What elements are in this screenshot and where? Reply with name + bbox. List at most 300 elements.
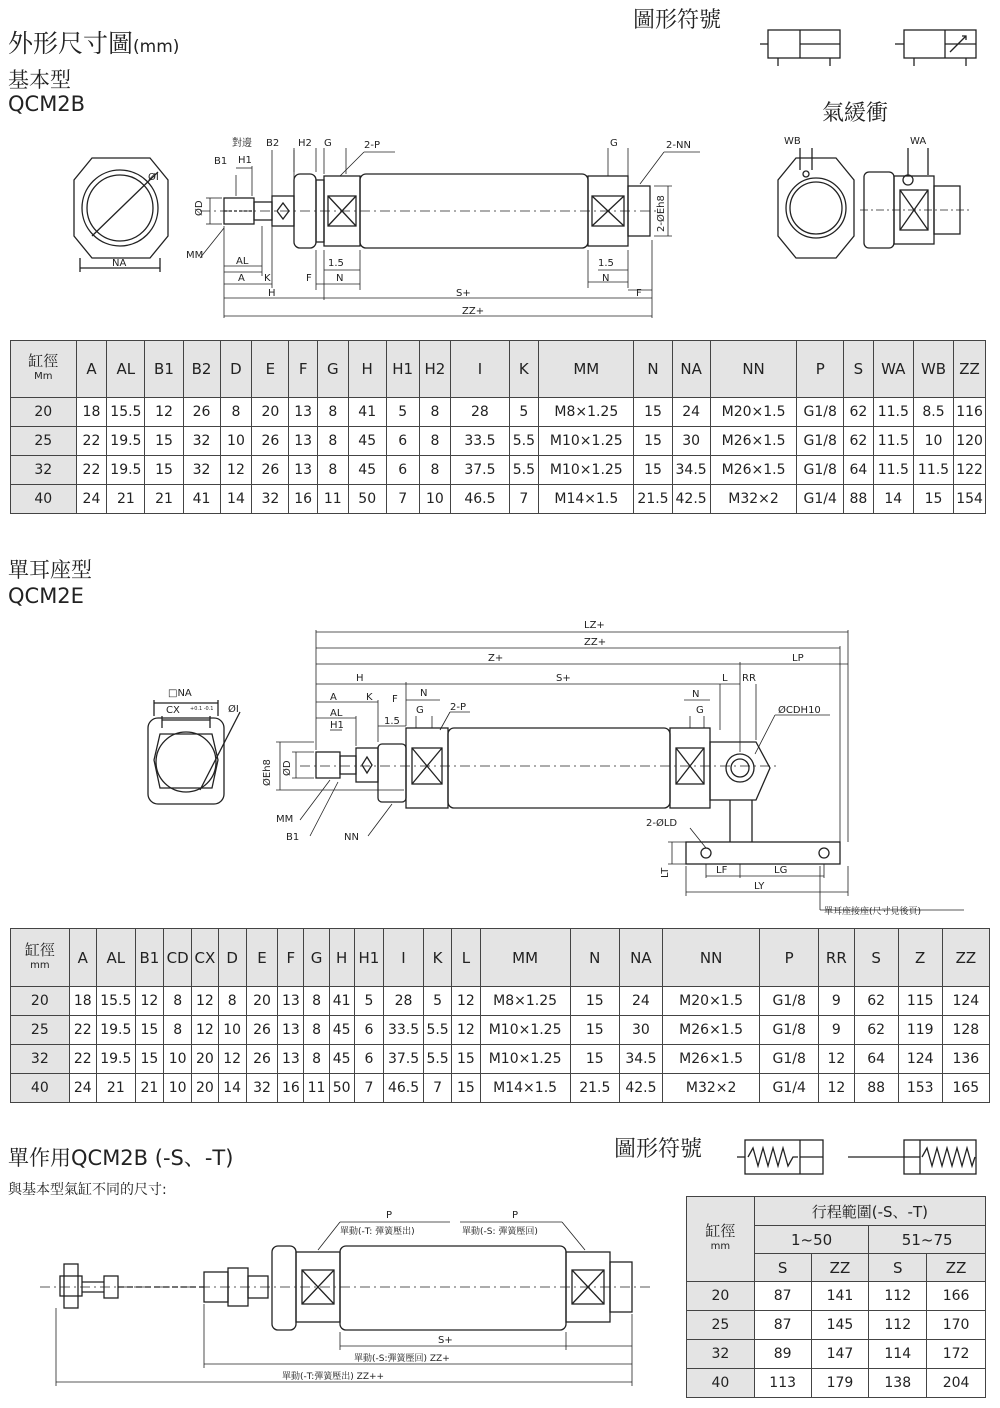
table1-col: G (317, 341, 348, 398)
table1-bore-header (11, 341, 77, 398)
table1-cell: 21.5 (634, 485, 672, 514)
table2-col: CD (164, 929, 192, 987)
table2-cell: 15.5 (96, 987, 135, 1016)
d1-label-h: H (268, 288, 276, 299)
table2-col: N (570, 929, 619, 987)
table2-cell: M26×1.5 (662, 1045, 759, 1074)
d1-label-zz: ZZ+ (462, 306, 485, 317)
table1-cell: M14×1.5 (539, 485, 634, 514)
d2-label-ld: 2-ØLD (646, 818, 678, 829)
table2-cell: M26×1.5 (662, 1016, 759, 1045)
table1-row (11, 456, 986, 485)
table1-bore-cell: 40 (11, 485, 77, 514)
table2-cell: 136 (942, 1045, 989, 1074)
d3-label-zz-t: 單動(-T:彈簧壓出) ZZ++ (282, 1372, 385, 1382)
d1-label-p: 2-P (364, 140, 381, 151)
d1-label-h2: H2 (298, 138, 312, 149)
table1-cell: 7 (509, 485, 539, 514)
table1-row (11, 485, 986, 514)
table3-row (687, 1282, 986, 1311)
table2-cell: M10×1.25 (480, 1016, 570, 1045)
table2-cell: 10 (164, 1074, 192, 1103)
diagram2-end-view (148, 700, 240, 804)
diagram1-end-view (74, 158, 168, 272)
table1-col: B1 (145, 341, 183, 398)
table1-col: S (844, 341, 874, 398)
table1-cell: 7 (386, 485, 419, 514)
diagram1-labels (112, 136, 926, 317)
table2-cell: 16 (278, 1074, 304, 1103)
table2-col: D (218, 929, 246, 987)
d1-label-15: 1.5 (328, 258, 344, 269)
d2-label-lf: LF (716, 865, 728, 876)
symbol-single-acting-1 (737, 1140, 823, 1174)
table2-cell: 12 (452, 1016, 480, 1045)
table3-cell: 145 (811, 1311, 869, 1340)
table1-cell: 64 (844, 456, 874, 485)
section2-model: QCM2E (8, 584, 84, 608)
table3-cell: 112 (869, 1282, 927, 1311)
table1-cell: M26×1.5 (710, 427, 797, 456)
table1-bore-unit: Mm (34, 371, 53, 382)
table1-cell: 8 (419, 427, 451, 456)
table1-header-row (11, 341, 986, 398)
table2-cell: 12 (819, 1045, 855, 1074)
table2-cell: M32×2 (662, 1074, 759, 1103)
table1-cell: 8 (419, 398, 451, 427)
page-title-text: 外形尺寸圖 (8, 29, 134, 58)
table2-bore-unit: mm (30, 959, 50, 971)
table1-col: I (451, 341, 509, 398)
table2-cell: 14 (218, 1074, 246, 1103)
d2-label-bracket-note: 單耳座接座(尺寸見後頁) (824, 907, 922, 917)
table1-cell: 41 (183, 485, 220, 514)
table3-cell: 87 (754, 1282, 811, 1311)
d1-label-g2: G (610, 138, 618, 149)
table1-cell: 8.5 (913, 398, 953, 427)
table2-cell: 45 (329, 1016, 354, 1045)
table3-range1: 1~50 (754, 1226, 869, 1254)
table2-cell: 62 (854, 987, 898, 1016)
table1-cell: G1/8 (797, 456, 844, 485)
d3-label-zz-s: 單動(-S:彈簧壓回) ZZ+ (354, 1354, 450, 1364)
table2-col: CX (192, 929, 218, 987)
table3-sub-col: S (869, 1254, 927, 1282)
table2-cell: 7 (423, 1074, 451, 1103)
table2-cell: G1/4 (760, 1074, 819, 1103)
section1-name: 基本型 (8, 68, 71, 92)
table2-row (11, 1074, 990, 1103)
table2-cell: 10 (164, 1045, 192, 1074)
d2-label-lt: LT (660, 867, 671, 878)
table2-cell: 88 (854, 1074, 898, 1103)
table2-cell: 15 (570, 1045, 619, 1074)
table2-cell: 8 (164, 987, 192, 1016)
table1-cell: 30 (672, 427, 710, 456)
symbol-title-1: 圖形符號 (633, 8, 722, 33)
d2-label-15: 1.5 (384, 716, 400, 727)
table2-cell: 32 (246, 1074, 277, 1103)
table1-col: E (252, 341, 289, 398)
table1-cell: M32×2 (710, 485, 797, 514)
d1-label-mm: MM (186, 250, 204, 261)
diagram3-labels (282, 1210, 538, 1382)
section1-model: QCM2B (8, 92, 86, 116)
d1-label-flat: 對邊 (232, 138, 252, 149)
table2-bore-label: 缸徑 (24, 940, 55, 959)
table1-cell: 5 (386, 398, 419, 427)
table3-sub-col: ZZ (927, 1254, 986, 1282)
table2-col: I (384, 929, 424, 987)
table1-cell: 15 (145, 456, 183, 485)
table2-cell: 24 (69, 1074, 96, 1103)
table2-cell: 12 (819, 1074, 855, 1103)
table2-cell: G1/8 (760, 1045, 819, 1074)
d2-label-g2: G (696, 705, 704, 716)
table1-col: WA (873, 341, 913, 398)
symbol-cushioned (895, 30, 976, 66)
diagram2-labels (166, 620, 921, 917)
table1-col: NA (672, 341, 710, 398)
table1-cell: 8 (220, 398, 252, 427)
table1-col: N (634, 341, 672, 398)
table1-cell: 15.5 (107, 398, 145, 427)
table1-cell: 45 (348, 456, 386, 485)
d2-label-mm: MM (276, 814, 294, 825)
table2-col: Z (898, 929, 942, 987)
table2-cell: 6 (354, 1045, 383, 1074)
table1-cell: 88 (844, 485, 874, 514)
table2-cell: 20 (192, 1045, 218, 1074)
table1-cell: 5.5 (509, 456, 539, 485)
table3-cell: 87 (754, 1311, 811, 1340)
table2-cell: 13 (278, 1016, 304, 1045)
table3-cell: 89 (754, 1340, 811, 1369)
d1-label-nn: 2-NN (666, 140, 691, 151)
section3-title: 單作用QCM2B (-S、-T) (8, 1146, 234, 1170)
table2-cell: 15 (570, 1016, 619, 1045)
table1-col: NN (710, 341, 797, 398)
d2-label-lg: LG (774, 865, 788, 876)
d2-label-i: ØI (228, 704, 239, 715)
d2-label-p: 2-P (450, 702, 467, 713)
d1-label-d: ØD (194, 200, 205, 216)
table2-cell: 20 (192, 1074, 218, 1103)
table3-bore-cell: 25 (687, 1311, 755, 1340)
d1-label-g: G (324, 138, 332, 149)
table1-cell: 26 (183, 398, 220, 427)
d1-label-n: N (336, 273, 344, 284)
table1-bore-cell: 32 (11, 456, 77, 485)
table2-col: ZZ (942, 929, 989, 987)
table1-col: AL (107, 341, 145, 398)
table1-cell: 50 (348, 485, 386, 514)
table2-col: H (329, 929, 354, 987)
page-title-unit: (mm) (133, 37, 180, 57)
table2-cell: M20×1.5 (662, 987, 759, 1016)
table1-cell: 15 (634, 398, 672, 427)
table1-col: WB (913, 341, 953, 398)
table1-cell: 8 (419, 456, 451, 485)
table2-cell: 5.5 (423, 1045, 451, 1074)
d1-label-na: NA (112, 258, 127, 269)
table2-cell: 13 (278, 987, 304, 1016)
d2-label-ly: LY (754, 881, 765, 892)
section3-subtitle: 與基本型氣缸不同的尺寸: (8, 1182, 167, 1198)
table1-col: A (76, 341, 107, 398)
table1-cell: 12 (145, 398, 183, 427)
table1-col: P (797, 341, 844, 398)
table3-bore-header (687, 1197, 755, 1282)
table1-cell: 32 (183, 456, 220, 485)
table3-cell: 138 (869, 1369, 927, 1398)
table2-cell: 15 (452, 1045, 480, 1074)
d3-label-p1: P (386, 1210, 393, 1221)
table3-cell: 179 (811, 1369, 869, 1398)
table2-cell: 115 (898, 987, 942, 1016)
d1-label-15b: 1.5 (598, 258, 614, 269)
table1-bore-cell: 25 (11, 427, 77, 456)
d1-label-wa: WA (910, 136, 927, 147)
table2-cell: 15 (452, 1074, 480, 1103)
diagram1-cushion-view (778, 148, 970, 258)
table1-cell: 24 (76, 485, 107, 514)
d1-label-eh8: 2-ØEh8 (656, 195, 667, 232)
d3-label-p2: P (512, 1210, 519, 1221)
table2-cell: 12 (452, 987, 480, 1016)
table1-cell: 28 (451, 398, 509, 427)
table1-col: H2 (419, 341, 451, 398)
table3-bore-cell: 32 (687, 1340, 755, 1369)
d1-label-wb: WB (784, 136, 801, 147)
d2-label-cx-tol: +0.1 -0.1 (190, 706, 214, 712)
table1-cell: 154 (954, 485, 986, 514)
table2-body (11, 987, 990, 1103)
d1-label-b1: B1 (214, 156, 228, 167)
table3-range-title: 行程範圍(-S、-T) (754, 1197, 985, 1226)
d1-label-i: ØI (148, 172, 159, 183)
d2-label-z: Z+ (488, 653, 504, 664)
table2-col: NA (619, 929, 662, 987)
table1-cell: 13 (289, 398, 318, 427)
table1-col: H1 (386, 341, 419, 398)
table1-row (11, 398, 986, 427)
d1-label-a: A (238, 273, 245, 284)
table1-cell: 32 (252, 485, 289, 514)
table3-cell: 114 (869, 1340, 927, 1369)
table2-cell: 33.5 (384, 1016, 424, 1045)
table2-cell: 165 (942, 1074, 989, 1103)
table2-col: AL (96, 929, 135, 987)
table2-bore-cell: 40 (11, 1074, 70, 1103)
table2-cell: 45 (329, 1045, 354, 1074)
table2-cell: 5 (354, 987, 383, 1016)
table1-cell: 13 (289, 456, 318, 485)
table2-cell: 19.5 (96, 1045, 135, 1074)
table1-cell: 22 (76, 456, 107, 485)
table1-cell: 6 (386, 427, 419, 456)
table3-cell: 113 (754, 1369, 811, 1398)
table1-cell: 45 (348, 427, 386, 456)
table2-cell: 41 (329, 987, 354, 1016)
d1-label-k: K (264, 273, 271, 284)
d2-label-l: L (722, 673, 728, 684)
table1-cell: 26 (252, 456, 289, 485)
table2-cell: 21.5 (570, 1074, 619, 1103)
symbol-single-acting-2 (848, 1140, 976, 1174)
d2-label-al: AL (330, 708, 343, 719)
table1-cell: 15 (634, 427, 672, 456)
table1-cell: 46.5 (451, 485, 509, 514)
table2-col: S (854, 929, 898, 987)
table1-row (11, 427, 986, 456)
table2-cell: 22 (69, 1016, 96, 1045)
table3-sub-col: ZZ (811, 1254, 869, 1282)
table2-cell: 9 (819, 987, 855, 1016)
table1-cell: 116 (954, 398, 986, 427)
table2-cell: 8 (304, 1016, 329, 1045)
section2-name: 單耳座型 (8, 558, 92, 582)
table3-cell: 141 (811, 1282, 869, 1311)
table3-cell: 112 (869, 1311, 927, 1340)
table3-bore-label: 缸徑 (705, 1222, 736, 1240)
table2-cell: 5 (423, 987, 451, 1016)
table2-cell: 30 (619, 1016, 662, 1045)
table2-bore-cell: 20 (11, 987, 70, 1016)
table1-cell: 21 (145, 485, 183, 514)
table1-cell: 11.5 (873, 427, 913, 456)
table2-cell: 15 (570, 987, 619, 1016)
table2-cell: 21 (96, 1074, 135, 1103)
table2-cell: G1/8 (760, 987, 819, 1016)
table1-col: H (348, 341, 386, 398)
cushion-label: 氣緩衝 (822, 101, 889, 126)
table1-col: K (509, 341, 539, 398)
table2-cell: 42.5 (619, 1074, 662, 1103)
table2-cell: M8×1.25 (480, 987, 570, 1016)
table1-cell: 8 (317, 456, 348, 485)
table2-cell: 20 (246, 987, 277, 1016)
table1-cell: 24 (672, 398, 710, 427)
table1-cell: G1/4 (797, 485, 844, 514)
table2-cell: 26 (246, 1045, 277, 1074)
table2-cell: 37.5 (384, 1045, 424, 1074)
table1-bore-cell: 20 (11, 398, 77, 427)
table3-cell: 172 (927, 1340, 986, 1369)
d2-label-cdh10: ØCDH10 (778, 705, 821, 716)
diagram2-side-view (276, 630, 964, 910)
table2-col: MM (480, 929, 570, 987)
table1-cell: 42.5 (672, 485, 710, 514)
d2-label-lz: LZ+ (584, 620, 605, 631)
table2-cell: 12 (192, 1016, 218, 1045)
table1-cell: 13 (289, 427, 318, 456)
d3-label-single-s: 單動(-S: 彈簧壓回) (462, 1227, 538, 1237)
table1-col: B2 (183, 341, 220, 398)
table3-cell: 170 (927, 1311, 986, 1340)
table2-bore-header (11, 929, 70, 987)
d1-label-n2: N (602, 273, 610, 284)
table2-bore-cell: 25 (11, 1016, 70, 1045)
table2-cell: 8 (164, 1016, 192, 1045)
d2-label-g: G (416, 705, 424, 716)
d1-label-al: AL (236, 256, 249, 267)
d2-label-a: A (330, 692, 337, 703)
table1-cell: 11.5 (913, 456, 953, 485)
table1-cell: 14 (873, 485, 913, 514)
table2-cell: 6 (354, 1016, 383, 1045)
table1-cell: 14 (220, 485, 252, 514)
table1-cell: 15 (634, 456, 672, 485)
d1-label-h1: H1 (238, 155, 252, 166)
d2-label-k: K (366, 692, 373, 703)
table2-cell: 24 (619, 987, 662, 1016)
table2-cell: 15 (135, 1016, 163, 1045)
table3-row (687, 1369, 986, 1398)
table1-cell: 10 (913, 427, 953, 456)
table2-cell: 119 (898, 1016, 942, 1045)
d1-label-f2: F (636, 288, 642, 299)
table1-cell: 20 (252, 398, 289, 427)
table3-cell: 204 (927, 1369, 986, 1398)
table2-cell: 124 (942, 987, 989, 1016)
table1-body (11, 398, 986, 514)
table2-cell: 128 (942, 1016, 989, 1045)
table1-cell: 22 (76, 427, 107, 456)
table3-header-row-1 (687, 1197, 986, 1226)
page-title (8, 24, 179, 60)
table2-row (11, 1016, 990, 1045)
table1-cell: 11.5 (873, 456, 913, 485)
d1-label-s: S+ (456, 288, 471, 299)
table3-cell: 166 (927, 1282, 986, 1311)
table2-row (11, 987, 990, 1016)
table1-cell: 5.5 (509, 427, 539, 456)
table2-cell: 124 (898, 1045, 942, 1074)
table2-cell: 64 (854, 1045, 898, 1074)
table1-cell: 15 (913, 485, 953, 514)
table3-row (687, 1340, 986, 1369)
table1-cell: 18 (76, 398, 107, 427)
table2-cell: M14×1.5 (480, 1074, 570, 1103)
table2-cell: 18 (69, 987, 96, 1016)
table1-cell: 21 (107, 485, 145, 514)
table1-cell: M26×1.5 (710, 456, 797, 485)
d2-label-na: □NA (168, 688, 192, 699)
table2-cell: 12 (192, 987, 218, 1016)
symbol-title-3: 圖形符號 (614, 1137, 703, 1162)
table3-range2: 51~75 (869, 1226, 986, 1254)
table3-row (687, 1311, 986, 1340)
table2-cell: 22 (69, 1045, 96, 1074)
diagram3-side-view (40, 1222, 650, 1386)
table2-row (11, 1045, 990, 1074)
table1-cell: 8 (317, 398, 348, 427)
table1-bore-label: 缸徑 (28, 352, 59, 370)
table1-cell: 16 (289, 485, 318, 514)
table1-cell: M8×1.25 (539, 398, 634, 427)
table1-cell: 122 (954, 456, 986, 485)
table1-cell: M20×1.5 (710, 398, 797, 427)
table2-cell: 10 (218, 1016, 246, 1045)
d2-label-cx: CX (166, 705, 180, 716)
d2-label-f: F (392, 694, 398, 705)
d2-label-s: S+ (556, 673, 571, 684)
table1-cell: 62 (844, 398, 874, 427)
table2-cell: 28 (384, 987, 424, 1016)
table2-cell: 46.5 (384, 1074, 424, 1103)
table2-cell: 50 (329, 1074, 354, 1103)
